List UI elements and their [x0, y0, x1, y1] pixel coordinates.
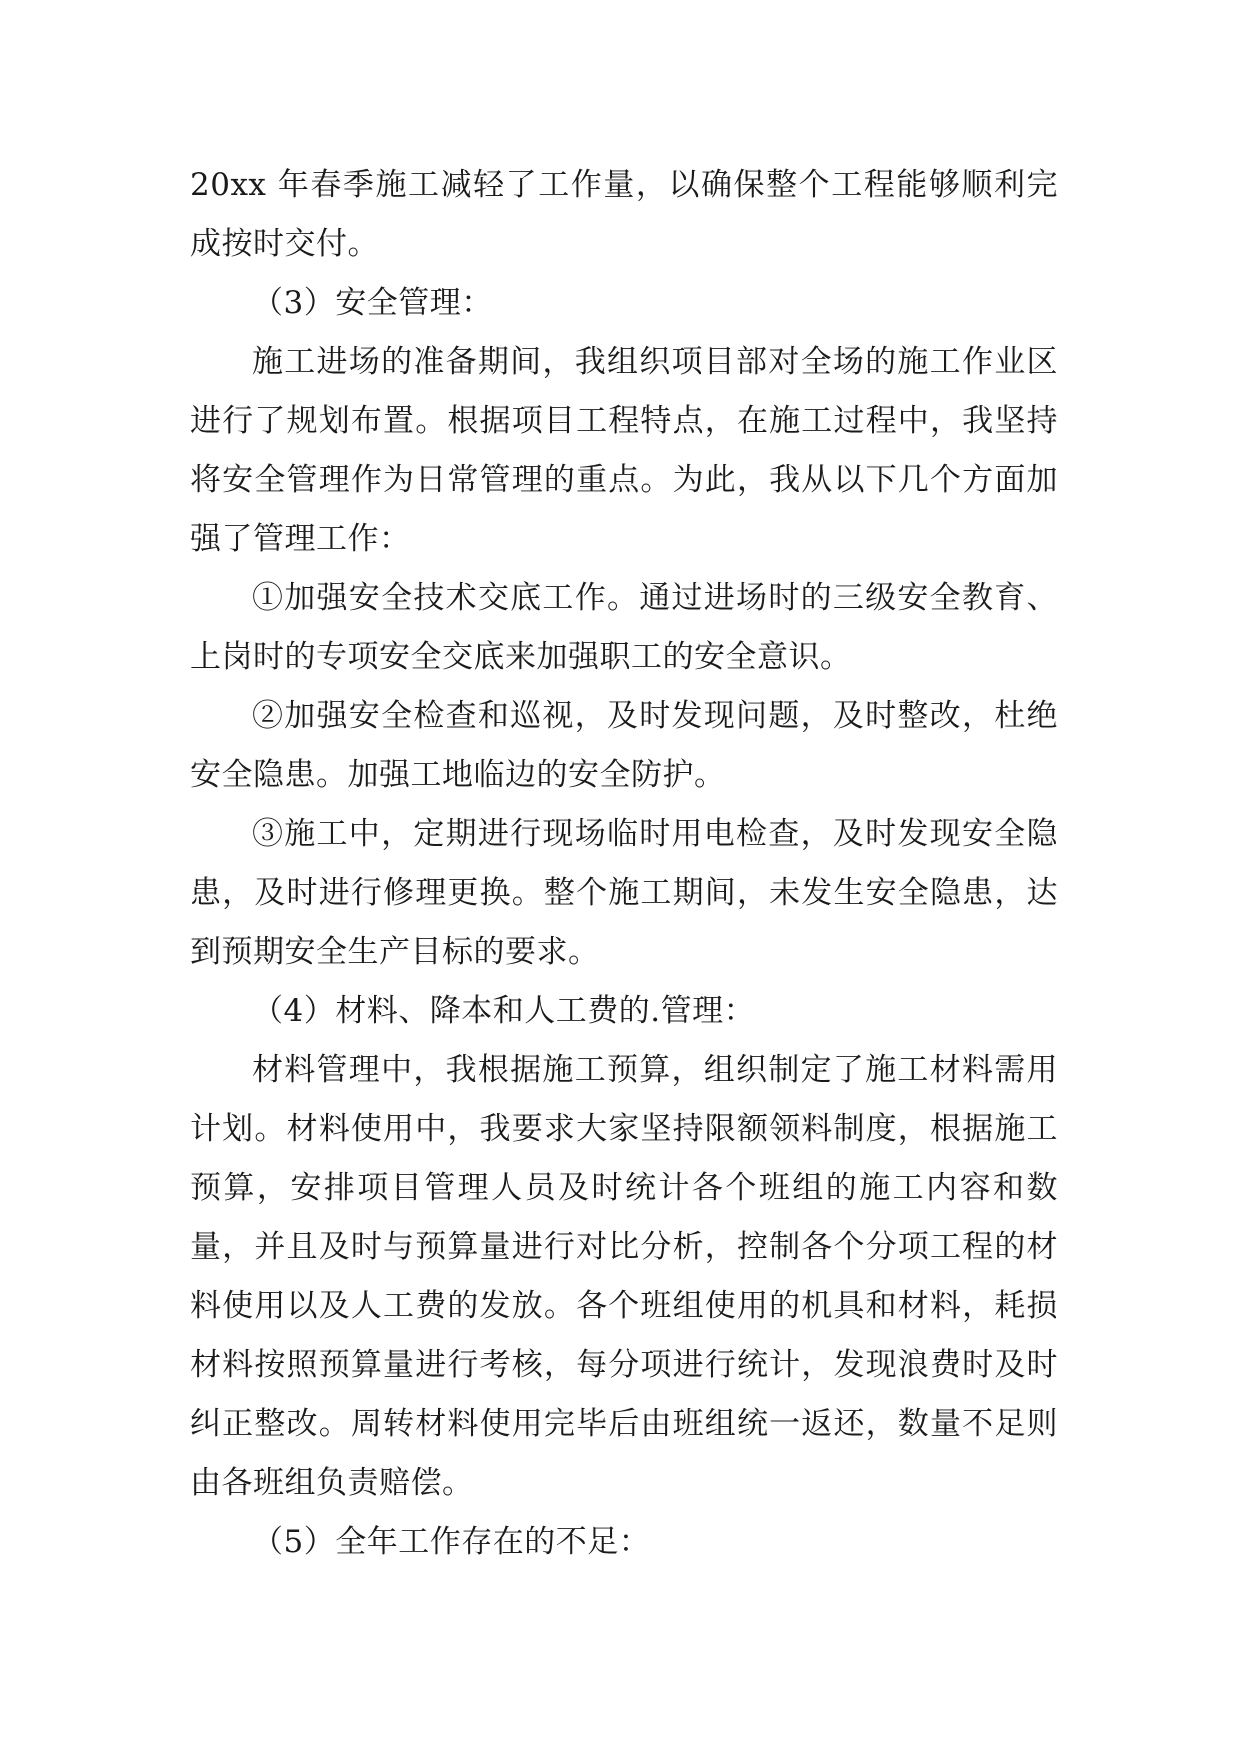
paragraph-safety-intro: 施工进场的准备期间，我组织项目部对全场的施工作业区进行了规划布置。根据项目工程特点，在施工过程中，我坚持将安全管理作为日常管理的重点。为此，我从以下几个方面加强了管理工作：	[190, 344, 1058, 557]
paragraph-continuation: 20xx 年春季施工减轻了工作量，以确保整个工程能够顺利完成按时交付。	[190, 167, 1058, 262]
document-page	[190, 156, 1058, 1572]
paragraph-safety-item-3: ③施工中，定期进行现场临时用电检查，及时发现安全隐患，及时进行修理更换。整个施工期间，未发生安全隐患，达到预期安全生产目标的要求。	[190, 816, 1058, 970]
paragraph-materials: 材料管理中，我根据施工预算，组织制定了施工材料需用计划。材料使用中，我要求大家坚持限额领料制度，根据施工预算，安排项目管理人员及时统计各个班组的施工内容和数量，并且及时与预算量进行对比分析，控制各个分项工程的材料使用以及人工费的发放。各个班组使用的机具和材料，耗损材料按照预算量进行考核，每分项进行统计，发现浪费时及时纠正整改。周转材料使用完毕后由班组统一返还，数量不足则由各班组负责赔偿。	[190, 1052, 1058, 1501]
paragraph-safety-item-2: ②加强安全检查和巡视，及时发现问题，及时整改，杜绝安全隐患。加强工地临边的安全防护。	[190, 698, 1058, 793]
section-heading-shortcomings: （5）全年工作存在的不足：	[252, 1524, 651, 1560]
paragraph-safety-item-1: ①加强安全技术交底工作。通过进场时的三级安全教育、上岗时的专项安全交底来加强职工的安全意识。	[190, 580, 1058, 675]
section-heading-safety: （3）安全管理：	[252, 285, 493, 321]
section-heading-materials: （4）材料、降本和人工费的.管理：	[252, 993, 756, 1029]
